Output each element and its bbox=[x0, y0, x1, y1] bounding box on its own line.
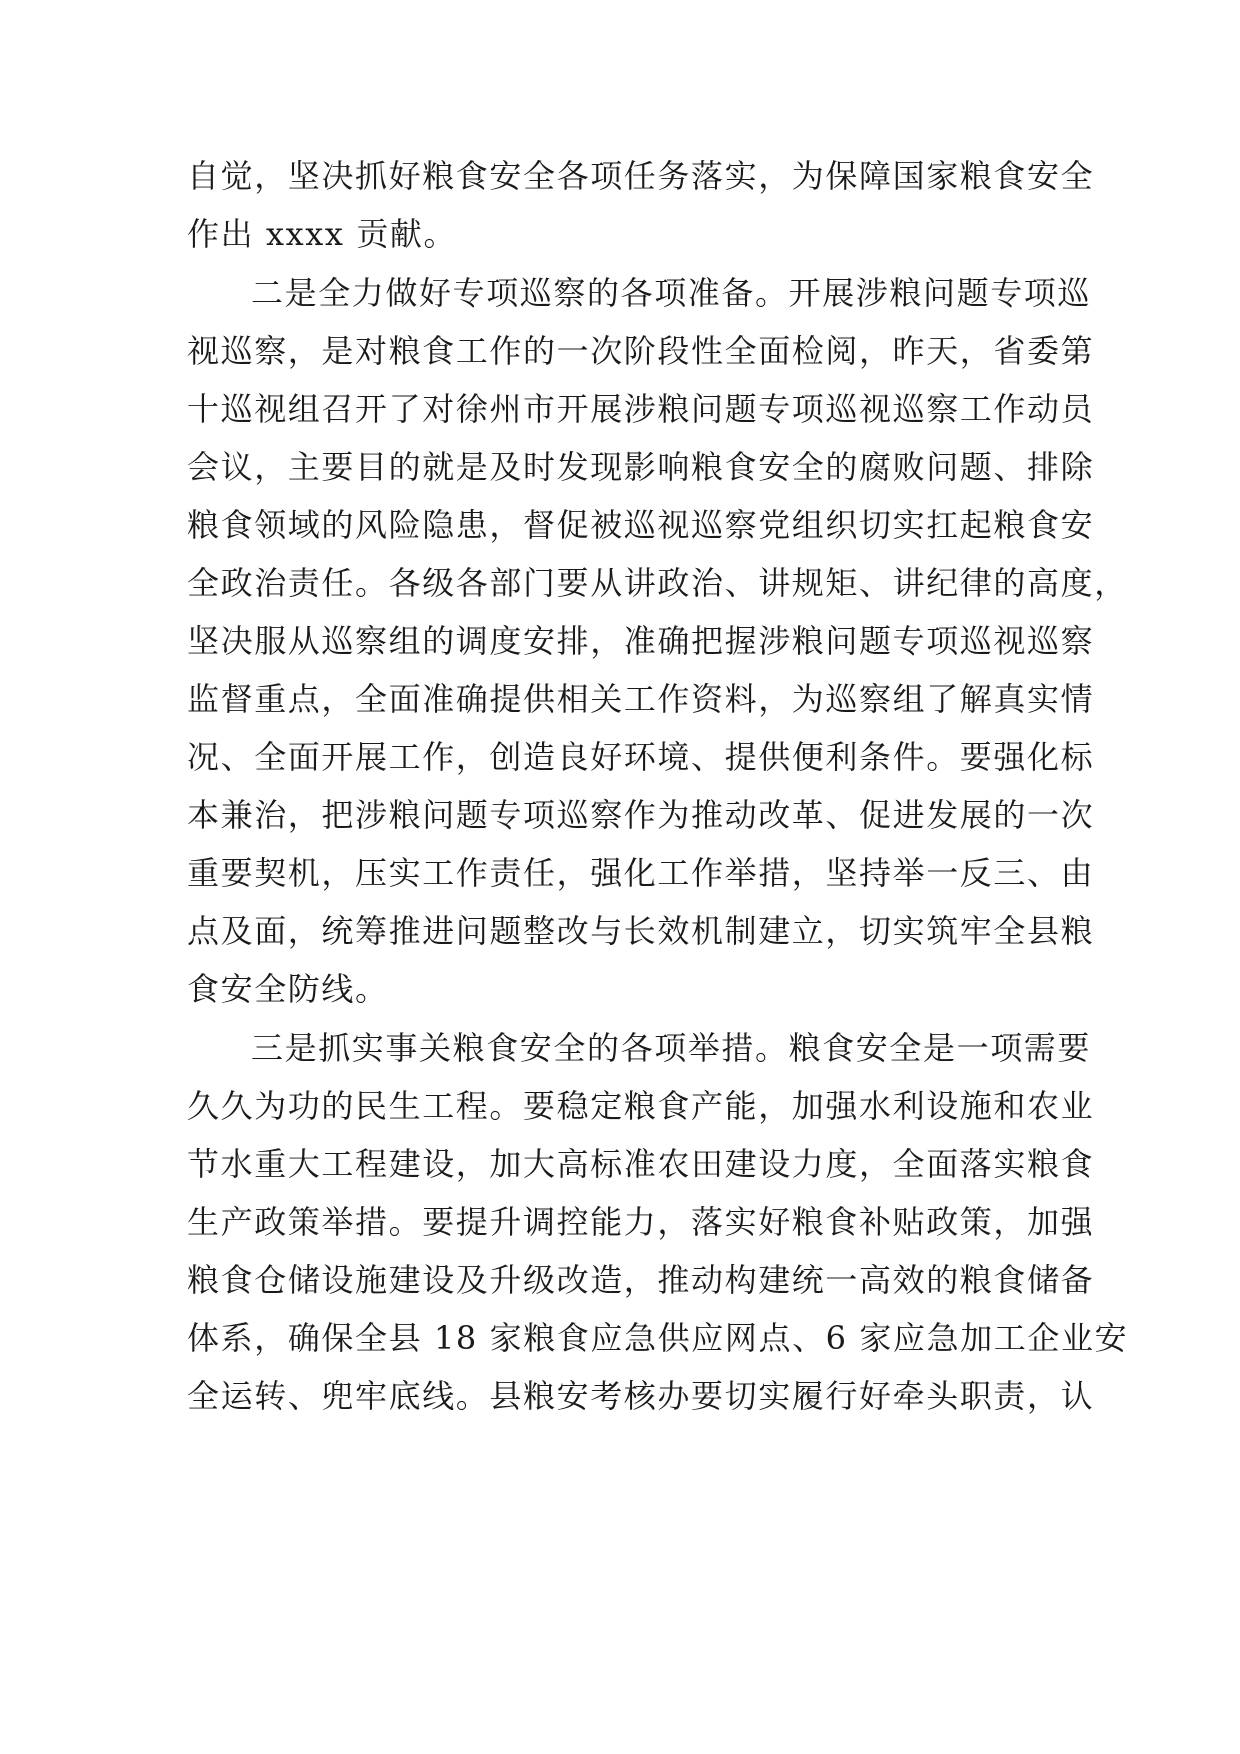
text-line: 十巡视组召开了对徐州市开展涉粮问题专项巡视巡察工作动员 bbox=[187, 390, 1095, 428]
text-line: 节水重大工程建设，加大高标准农田建设力度，全面落实粮食 bbox=[187, 1145, 1095, 1183]
text-line: 粮食领域的风险隐患，督促被巡视巡察党组织切实扛起粮食安 bbox=[187, 506, 1095, 544]
text-line: 食安全防线。 bbox=[187, 970, 389, 1008]
paragraph-start-line: 三是抓实事关粮食安全的各项举措。粮食安全是一项需要 bbox=[251, 1029, 1092, 1067]
text-line: 坚决服从巡察组的调度安排，准确把握涉粮问题专项巡视巡察 bbox=[187, 622, 1095, 660]
text-line: 体系，确保全县 18 家粮食应急供应网点、6 家应急加工企业安 bbox=[187, 1319, 1129, 1357]
paragraph-start-line: 二是全力做好专项巡察的各项准备。开展涉粮问题专项巡 bbox=[251, 274, 1092, 312]
text-line: 点及面，统筹推进问题整改与长效机制建立，切实筑牢全县粮 bbox=[187, 912, 1095, 950]
text-line: 会议，主要目的就是及时发现影响粮食安全的腐败问题、排除 bbox=[187, 448, 1095, 486]
text-line: 自觉，坚决抓好粮食安全各项任务落实，为保障国家粮食安全 bbox=[187, 157, 1095, 195]
text-line: 本兼治，把涉粮问题专项巡察作为推动改革、促进发展的一次 bbox=[187, 796, 1095, 834]
text-line: 全运转、兜牢底线。县粮安考核办要切实履行好牵头职责，认 bbox=[187, 1377, 1095, 1415]
text-line: 作出 xxxx 贡献。 bbox=[187, 215, 458, 253]
text-line: 久久为功的民生工程。要稳定粮食产能，加强水利设施和农业 bbox=[187, 1087, 1095, 1125]
text-line: 重要契机，压实工作责任，强化工作举措，坚持举一反三、由 bbox=[187, 854, 1095, 892]
text-line: 粮食仓储设施建设及升级改造，推动构建统一高效的粮食储备 bbox=[187, 1261, 1095, 1299]
text-line: 生产政策举措。要提升调控能力，落实好粮食补贴政策，加强 bbox=[187, 1203, 1095, 1241]
text-line: 全政治责任。各级各部门要从讲政治、讲规矩、讲纪律的高度， bbox=[187, 564, 1128, 602]
text-line: 监督重点，全面准确提供相关工作资料，为巡察组了解真实情 bbox=[187, 680, 1095, 718]
text-line: 况、全面开展工作，创造良好环境、提供便利条件。要强化标 bbox=[187, 738, 1095, 776]
text-line: 视巡察，是对粮食工作的一次阶段性全面检阅，昨天，省委第 bbox=[187, 332, 1095, 370]
